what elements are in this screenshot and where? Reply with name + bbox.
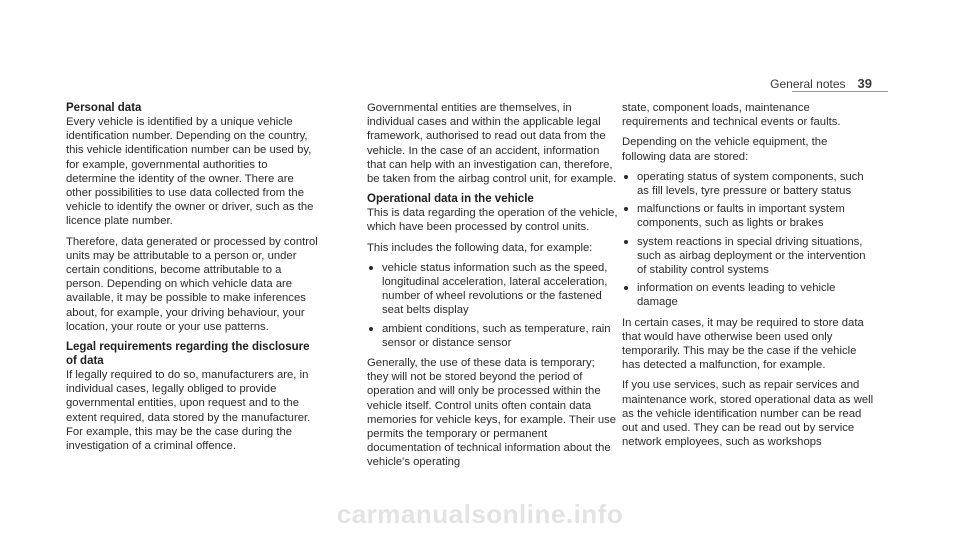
heading-legal-requirements: Legal requirements regarding the disclosure of data bbox=[66, 341, 310, 368]
list-item bbox=[622, 202, 874, 230]
heading-operational-data: Operational data in the vehicle bbox=[367, 193, 534, 206]
list-item bbox=[367, 261, 619, 318]
list-item bbox=[622, 281, 874, 309]
list-item-text: operating status of system components, such as fill levels, tyre pressure or battery status bbox=[637, 170, 864, 198]
bullet-icon bbox=[369, 266, 373, 270]
section-title: General notes bbox=[770, 77, 846, 91]
bullet-icon bbox=[624, 207, 628, 211]
column-1 bbox=[66, 101, 318, 459]
list-item-text: ambient conditions, such as temperature, rain sensor or distance sensor bbox=[382, 322, 611, 349]
list-item-text: system reactions in special driving situations, such as airbag deployment or the intervention of stability control systems bbox=[637, 235, 866, 277]
paragraph: state, component loads, maintenance requirements and technical events or faults. bbox=[622, 102, 841, 129]
bullet-list bbox=[622, 170, 874, 310]
column-2 bbox=[367, 101, 619, 476]
paragraph: Depending on the vehicle equipment, the following data are stored: bbox=[622, 136, 828, 163]
list-item-text: malfunctions or faults in important system components, such as lights or brakes bbox=[637, 203, 845, 230]
header-rule bbox=[792, 91, 888, 92]
heading-personal-data: Personal data bbox=[66, 102, 142, 114]
paragraph: In certain cases, it may be required to store data that would have otherwise been used only temporarily. This may be the case if the vehicle has detected a malfunction, for example. bbox=[622, 316, 864, 372]
watermark: carmanualsonline.info bbox=[336, 499, 624, 529]
bullet-list bbox=[367, 261, 619, 350]
list-item bbox=[622, 170, 874, 198]
paragraph: Generally, the use of these data is temporary; they will not be stored beyond the period of operation and will only be processed within the vehicle itself. Control units often contain data memories for vehicle keys, for example. Their use permits the temporary or permanent documentation of technical information about the vehicle's operating bbox=[367, 357, 617, 469]
paragraph: Every vehicle is identified by a unique vehicle identification number. Depending on the country, this vehicle identification number can be used by, for example, governmental authorities to determine the identity of the owner. There are other possibilities to use data collected from the vehicle to identify the owner or driver, such as the licence plate number. bbox=[66, 116, 314, 228]
column-3 bbox=[622, 101, 874, 455]
bullet-icon bbox=[369, 327, 373, 331]
bullet-icon bbox=[624, 240, 628, 244]
list-item bbox=[367, 322, 619, 350]
paragraph: If legally required to do so, manufacturers are, in individual cases, legally obliged to provide governmental entities, upon request and to the extent required, data stored by the manufacturer. For example, this may be the case during the investigation of a criminal offence. bbox=[66, 369, 311, 453]
bullet-icon bbox=[624, 175, 628, 179]
list-item bbox=[622, 235, 874, 278]
bullet-icon bbox=[624, 286, 628, 290]
paragraph: Governmental entities are themselves, in individual cases and within the applicable legal framework, authorised to read out data from the vehicle. In the case of an accident, information that can help with an investigation can, therefore, be taken from the airbag control unit, for example. bbox=[367, 102, 617, 186]
paragraph: Therefore, data generated or processed by control units may be attributable to a person or, under certain conditions, become attributable to a person. Depending on which vehicle data are available, it may be possible to make inferences about, for example, your driving behaviour, your location, your route or your use patterns. bbox=[66, 235, 318, 333]
paragraph: This is data regarding the operation of the vehicle, which have been processed by control units. bbox=[367, 207, 618, 234]
paragraph: This includes the following data, for example: bbox=[367, 241, 593, 254]
list-item-text: vehicle status information such as the speed, longitudinal acceleration, lateral acceleration, number of wheel revolutions or the fastened seat belts display bbox=[382, 261, 608, 317]
list-item-text: information on events leading to vehicle damage bbox=[637, 282, 836, 309]
paragraph: If you use services, such as repair services and maintenance work, stored operational data as well as the vehicle identification number can be read out and used. They can be read out by service network employees, such as workshops bbox=[622, 379, 874, 449]
page-header bbox=[770, 76, 872, 91]
page-number: 39 bbox=[857, 76, 872, 91]
